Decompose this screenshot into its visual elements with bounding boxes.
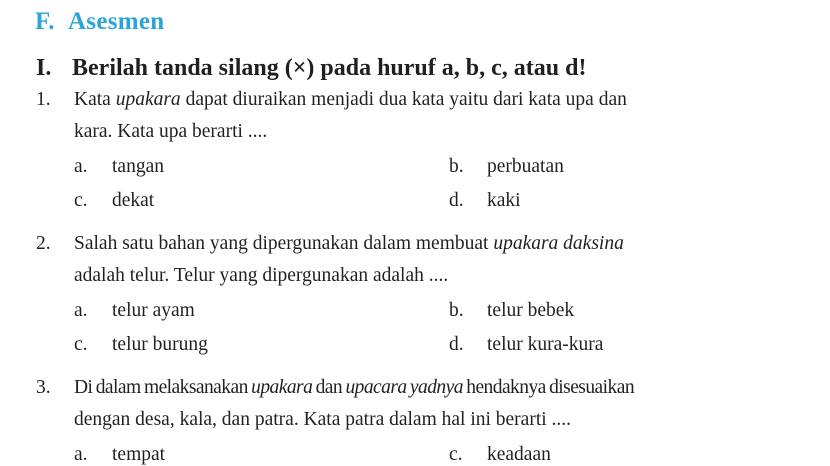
option-d[interactable]: [449, 334, 603, 356]
option-text: telur ayam: [112, 300, 195, 321]
option-a[interactable]: [74, 300, 195, 322]
option-a[interactable]: [74, 444, 165, 466]
section-title: Asesmen: [67, 8, 165, 35]
option-letter: c.: [74, 334, 88, 355]
question-number: 1.: [36, 89, 51, 110]
option-text: telur kura-kura: [487, 334, 604, 355]
part-heading: [36, 55, 586, 82]
section-heading: [35, 8, 164, 36]
part-number: I.: [36, 55, 52, 81]
option-c[interactable]: [449, 444, 551, 466]
option-c[interactable]: [74, 190, 154, 212]
option-text: telur bebek: [487, 300, 575, 321]
question-text-part: Kata: [74, 89, 116, 110]
option-letter: a.: [74, 444, 88, 465]
question-text-part: kara. Kata upa berarti ....: [74, 121, 268, 142]
question-text: [74, 228, 799, 292]
option-letter: c.: [74, 190, 88, 211]
option-a[interactable]: [74, 156, 164, 178]
question-term: upakara: [115, 89, 181, 110]
option-d[interactable]: [449, 190, 521, 212]
option-letter: b.: [449, 300, 464, 321]
section-label: F.: [35, 8, 55, 35]
question-text: [74, 84, 799, 148]
option-letter: a.: [74, 156, 88, 177]
option-text: telur burung: [112, 334, 208, 355]
option-text: dekat: [112, 190, 155, 211]
option-letter: d.: [449, 190, 464, 211]
question-text-part: Di dalam melaksanakan: [74, 377, 252, 398]
question-text: [74, 372, 799, 436]
question-number: 2.: [36, 233, 51, 254]
question-term: upakara: [251, 377, 313, 398]
question-text-part: dan: [312, 377, 346, 398]
option-b[interactable]: [449, 156, 564, 178]
option-letter: d.: [449, 334, 464, 355]
question-line-1: [74, 377, 634, 398]
question-text-part: dapat diuraikan menjadi dua kata yaitu dari kata upa dan: [180, 89, 627, 110]
question-number: 3.: [36, 377, 51, 398]
question-text-part: hendaknya disesuaikan: [462, 377, 635, 398]
option-letter: b.: [449, 156, 464, 177]
question-term: upakara daksina: [493, 233, 624, 254]
question-text-part: adalah telur. Telur yang dipergunakan adalah ....: [74, 265, 449, 286]
question-text-part: Salah satu bahan yang dipergunakan dalam membuat: [74, 233, 494, 254]
option-text: tangan: [112, 156, 164, 177]
option-b[interactable]: [449, 300, 574, 322]
option-letter: c.: [449, 444, 463, 465]
option-text: kaki: [487, 190, 521, 211]
option-text: keadaan: [487, 444, 551, 465]
question-text-part: dengan desa, kala, dan patra. Kata patra dalam hal ini berarti ....: [74, 409, 572, 430]
part-instruction: Berilah tanda silang (×) pada huruf a, b, c, atau d!: [72, 55, 587, 81]
option-text: tempat: [112, 444, 166, 465]
option-c[interactable]: [74, 334, 208, 356]
option-text: perbuatan: [487, 156, 564, 177]
question-term: upacara yadnya: [345, 377, 463, 398]
option-letter: a.: [74, 300, 88, 321]
